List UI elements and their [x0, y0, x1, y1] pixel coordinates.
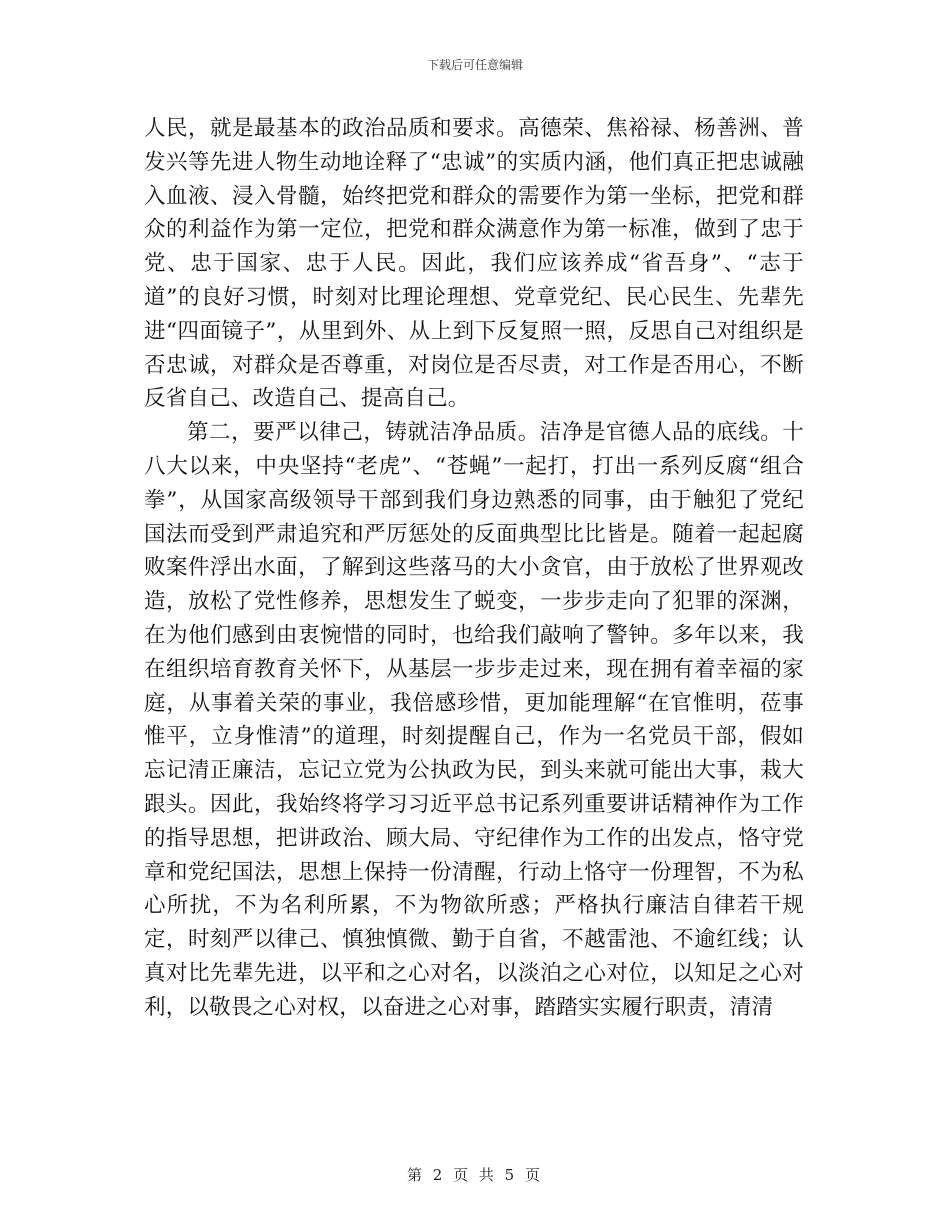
- document-body: [144, 112, 804, 1025]
- page-header-note: 下载后可任意编辑: [426, 58, 523, 72]
- paragraph-second-point: 第二，要严以律己，铸就洁净品质。洁净是官德人品的底线。十八大以来，中央坚持“老虎”、“苍蝇”一起打，打出一系列反腐“组合拳”，从国家高级领导干部到我们身边熟悉的同事，由于触犯了党纪国法而受到严肃追究和严厉惩处的反面典型比比皆是。随着一起起腐败案件浮出水面，了解到这些落马的大小贪官，由于放松了世界观改造，放松了党性修养，思想发生了蜕变，一步步走向了犯罪的深渊，在为他们感到由衷惋惜的同时，也给我们敲响了警钟。多年以来，我在组织培育教育关怀下，从基层一步步走过来，现在拥有着幸福的家庭，从事着关荣的事业，我倍感珍惜，更加能理解“在官惟明，莅事惟平，立身惟清”的道理，时刻提醒自己，作为一名党员干部，假如忘记清正廉洁，忘记立党为公执政为民，到头来就可能出大事，栽大跟头。因此，我始终将学习习近平总书记系列重要讲话精神作为工作的指导思想，把讲政治、顾大局、守纪律作为工作的出发点，恪守党章和党纪国法，思想上保持一份清醒，行动上恪守一份理智，不为私心所扰，不为名利所累，不为物欲所惑；严格执行廉洁自律若干规定，时刻严以律己、慎独慎微、勤于自省，不越雷池、不逾红线；认真对比先辈先进，以平和之心对名，以淡泊之心对位，以知足之心对利，以敬畏之心对权，以奋进之心对事，踏踏实实履行职责，清清: [144, 420, 804, 1020]
- page-number-footer: 第 2 页 共 5 页: [407, 1166, 543, 1184]
- paragraph-continuation: 人民，就是最基本的政治品质和要求。高德荣、焦裕禄、杨善洲、普发兴等先进人物生动地诠释了“忠诚”的实质内涵，他们真正把忠诚融入血液、浸入骨髓，始终把党和群众的需要作为第一坐标，把党和群众的利益作为第一定位，把党和群众满意作为第一标准，做到了忠于党、忠于国家、忠于人民。因此，我们应该养成“省吾身”、“志于道”的良好习惯，时刻对比理论理想、党章党纪、民心民生、先辈先进“四面镜子”，从里到外、从上到下反复照一照，反思自己对组织是否忠诚，对群众是否尊重，对岗位是否尽责，对工作是否用心，不断反省自己、改造自己、提高自己。: [144, 116, 804, 412]
